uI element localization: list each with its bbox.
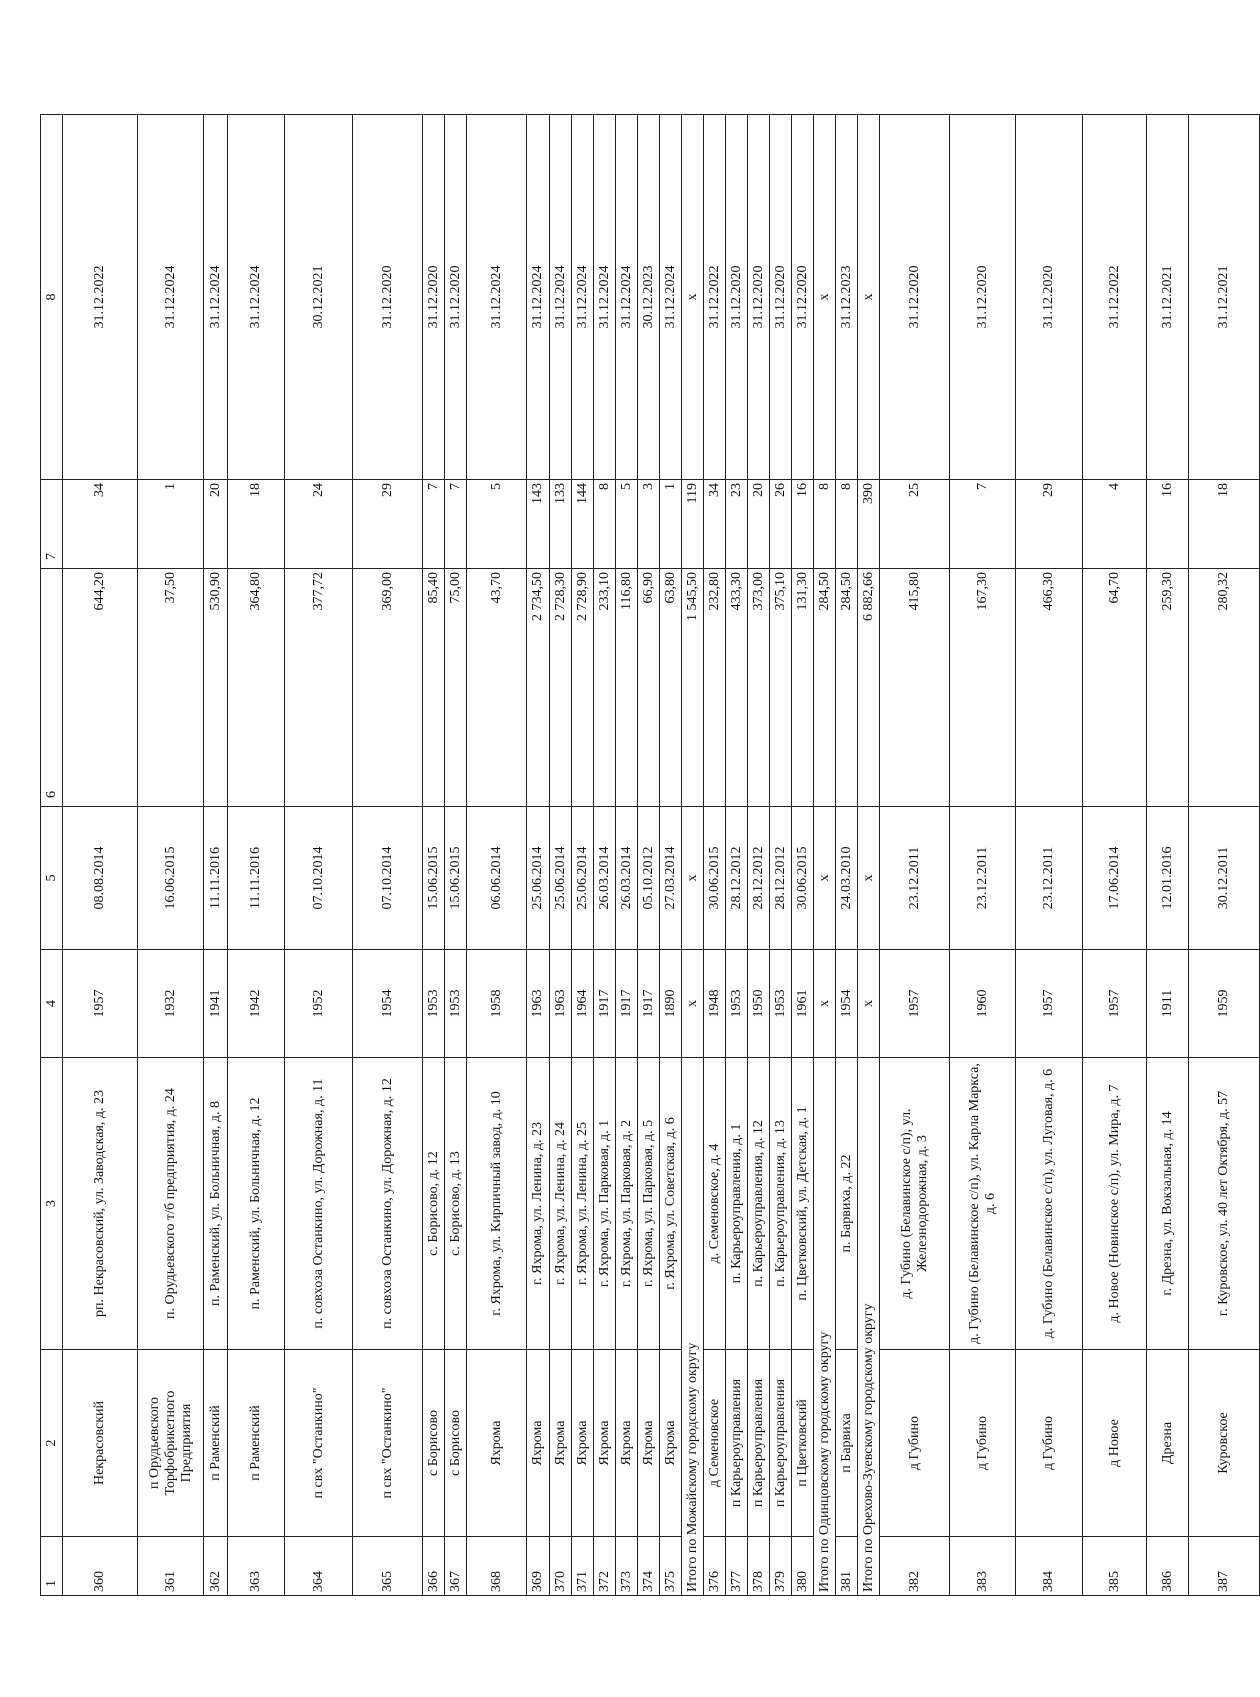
address-cell: д. Губино (Белавинское с/п), ул. Карла Маркса, д. 6: [950, 1058, 1016, 1350]
address-cell: г. Яхрома, ул. Кирпичный завод, д. 10: [467, 1058, 527, 1350]
residents-cell: 119: [682, 480, 704, 569]
planned-date-cell: 31.12.2024: [467, 115, 527, 480]
residents-cell: 20: [748, 480, 770, 569]
row-number-cell: 382: [880, 1537, 950, 1596]
address-cell: г. Яхрома, ул. Парковая, д. 5: [638, 1058, 660, 1350]
row-number-cell: 387: [1189, 1537, 1260, 1596]
year-built-cell: 1932: [138, 950, 204, 1058]
settlement-name-cell: Яхрома: [572, 1350, 594, 1537]
recognition-date-cell: 28.12.2012: [726, 807, 748, 950]
column-number: 6: [41, 569, 63, 807]
subtotal-label: Итого по Орехово-Зуевскому городскому округу: [858, 1058, 880, 1596]
planned-date-cell: 31.12.2024: [594, 115, 616, 480]
address-cell: г. Куровское, ул. 40 лет Октября, д. 57: [1189, 1058, 1260, 1350]
table-row: [950, 115, 1016, 1596]
year-built-cell: 1963: [550, 950, 572, 1058]
planned-date-cell: 31.12.2024: [228, 115, 285, 480]
year-built-cell: х: [814, 950, 836, 1058]
residents-cell: 16: [792, 480, 814, 569]
area-cell: 66,90: [638, 569, 660, 807]
recognition-date-cell: х: [682, 807, 704, 950]
planned-date-cell: 30.12.2023: [638, 115, 660, 480]
area-cell: 37,50: [138, 569, 204, 807]
subtotal-label: Итого по Можайскому городскому округу: [682, 1058, 704, 1596]
residents-cell: 26: [770, 480, 792, 569]
settlement-name-cell: д Семеновское: [704, 1350, 726, 1537]
row-number-cell: 385: [1083, 1537, 1147, 1596]
table-row: [770, 115, 792, 1596]
row-number-cell: 366: [423, 1537, 445, 1596]
table-row: [1016, 115, 1083, 1596]
recognition-date-cell: 26.03.2014: [594, 807, 616, 950]
table-row: [572, 115, 594, 1596]
area-cell: 167,30: [950, 569, 1016, 807]
area-cell: 64,70: [1083, 569, 1147, 807]
row-number-cell: 375: [660, 1537, 682, 1596]
residents-cell: 5: [467, 480, 527, 569]
planned-date-cell: 31.12.2024: [572, 115, 594, 480]
residents-cell: 18: [228, 480, 285, 569]
row-number-cell: 367: [445, 1537, 467, 1596]
settlement-name-cell: Некрасовский: [63, 1350, 138, 1537]
year-built-cell: 1890: [660, 950, 682, 1058]
recognition-date-cell: 08.08.2014: [63, 807, 138, 950]
area-cell: 530,90: [204, 569, 228, 807]
table-row: [792, 115, 814, 1596]
recognition-date-cell: 15.06.2015: [445, 807, 467, 950]
rotated-page: [40, 115, 1231, 1596]
settlement-name-cell: п Раменский: [228, 1350, 285, 1537]
recognition-date-cell: 27.03.2014: [660, 807, 682, 950]
column-number: 2: [41, 1350, 63, 1537]
table-row: [616, 115, 638, 1596]
recognition-date-cell: 15.06.2015: [423, 807, 445, 950]
address-cell: г. Яхрома, ул. Ленина, д. 24: [550, 1058, 572, 1350]
recognition-date-cell: 25.06.2014: [527, 807, 550, 950]
row-number-cell: 381: [836, 1537, 858, 1596]
planned-date-cell: 31.12.2020: [1016, 115, 1083, 480]
settlement-name-cell: с Борисово: [445, 1350, 467, 1537]
recognition-date-cell: 17.06.2014: [1083, 807, 1147, 950]
year-built-cell: 1957: [63, 950, 138, 1058]
recognition-date-cell: 25.06.2014: [572, 807, 594, 950]
settlement-name-cell: д Губино: [880, 1350, 950, 1537]
row-number-cell: 384: [1016, 1537, 1083, 1596]
area-cell: 284,50: [814, 569, 836, 807]
address-cell: г. Дрезна, ул. Вокзальная, д. 14: [1147, 1058, 1189, 1350]
settlement-name-cell: д Губино: [950, 1350, 1016, 1537]
area-cell: 233,10: [594, 569, 616, 807]
row-number-cell: 379: [770, 1537, 792, 1596]
planned-date-cell: 31.12.2022: [63, 115, 138, 480]
table-body: [41, 115, 1260, 1596]
settlement-name-cell: д Губино: [1016, 1350, 1083, 1537]
recognition-date-cell: 24.03.2010: [836, 807, 858, 950]
address-cell: п. Орудьевского т/б предприятия, д. 24: [138, 1058, 204, 1350]
settlement-name-cell: Яхрома: [467, 1350, 527, 1537]
year-built-cell: 1960: [950, 950, 1016, 1058]
recognition-date-cell: х: [814, 807, 836, 950]
area-cell: 644,20: [63, 569, 138, 807]
residents-cell: 7: [950, 480, 1016, 569]
settlement-name-cell: Яхрома: [616, 1350, 638, 1537]
settlement-name-cell: Куровское: [1189, 1350, 1260, 1537]
row-number-cell: 362: [204, 1537, 228, 1596]
planned-date-cell: 31.12.2020: [950, 115, 1016, 480]
address-cell: п. совхоза Останкино, ул. Дорожная, д. 12: [353, 1058, 423, 1350]
recognition-date-cell: 28.12.2012: [770, 807, 792, 950]
table-row: [638, 115, 660, 1596]
planned-date-cell: 31.12.2020: [748, 115, 770, 480]
address-cell: д. Губино (Белавинское с/п), ул. Железнодорожная, д. 3: [880, 1058, 950, 1350]
planned-date-cell: 31.12.2020: [880, 115, 950, 480]
area-cell: 369,00: [353, 569, 423, 807]
area-cell: 85,40: [423, 569, 445, 807]
recognition-date-cell: 23.12.2011: [950, 807, 1016, 950]
row-number-cell: 378: [748, 1537, 770, 1596]
planned-date-cell: 31.12.2024: [204, 115, 228, 480]
recognition-date-cell: 30.06.2015: [792, 807, 814, 950]
address-cell: п. Барвиха, д. 22: [836, 1058, 858, 1350]
recognition-date-cell: 05.10.2012: [638, 807, 660, 950]
row-number-cell: 377: [726, 1537, 748, 1596]
table-row: [594, 115, 616, 1596]
residents-cell: 7: [423, 480, 445, 569]
recognition-date-cell: 07.10.2014: [353, 807, 423, 950]
row-number-cell: 373: [616, 1537, 638, 1596]
address-cell: г. Яхрома, ул. Парковая, д. 2: [616, 1058, 638, 1350]
planned-date-cell: 31.12.2024: [138, 115, 204, 480]
row-number-cell: 374: [638, 1537, 660, 1596]
residents-cell: 8: [836, 480, 858, 569]
address-cell: г. Яхрома, ул. Ленина, д. 23: [527, 1058, 550, 1350]
year-built-cell: 1950: [748, 950, 770, 1058]
address-cell: с. Борисово, д. 12: [423, 1058, 445, 1350]
row-number-cell: 370: [550, 1537, 572, 1596]
row-number-cell: 386: [1147, 1537, 1189, 1596]
year-built-cell: 1958: [467, 950, 527, 1058]
table-row: [285, 115, 353, 1596]
settlement-name-cell: п Карьероуправления: [726, 1350, 748, 1537]
row-number-cell: 372: [594, 1537, 616, 1596]
row-number-cell: 360: [63, 1537, 138, 1596]
table-row: [550, 115, 572, 1596]
column-number: 8: [41, 115, 63, 480]
residents-cell: 143: [527, 480, 550, 569]
column-number: 4: [41, 950, 63, 1058]
settlement-name-cell: д Новое: [1083, 1350, 1147, 1537]
column-number: 3: [41, 1058, 63, 1350]
column-number: 7: [41, 480, 63, 569]
recognition-date-cell: 28.12.2012: [748, 807, 770, 950]
recognition-date-cell: 12.01.2016: [1147, 807, 1189, 950]
area-cell: 415,80: [880, 569, 950, 807]
year-built-cell: 1942: [228, 950, 285, 1058]
address-cell: п. Цветковский, ул. Детская, д. 1: [792, 1058, 814, 1350]
area-cell: 1 545,50: [682, 569, 704, 807]
year-built-cell: 1948: [704, 950, 726, 1058]
area-cell: 364,80: [228, 569, 285, 807]
year-built-cell: 1961: [792, 950, 814, 1058]
planned-date-cell: х: [814, 115, 836, 480]
area-cell: 232,80: [704, 569, 726, 807]
row-number-cell: 364: [285, 1537, 353, 1596]
planned-date-cell: 31.12.2020: [770, 115, 792, 480]
planned-date-cell: 31.12.2023: [836, 115, 858, 480]
residents-cell: 23: [726, 480, 748, 569]
area-cell: 2 728,30: [550, 569, 572, 807]
planned-date-cell: х: [858, 115, 880, 480]
year-built-cell: 1953: [726, 950, 748, 1058]
table-row: [1147, 115, 1189, 1596]
residents-cell: 144: [572, 480, 594, 569]
row-number-cell: 380: [792, 1537, 814, 1596]
table-row: [1083, 115, 1147, 1596]
row-number-cell: 365: [353, 1537, 423, 1596]
area-cell: 259,30: [1147, 569, 1189, 807]
area-cell: 284,50: [836, 569, 858, 807]
recognition-date-cell: 23.12.2011: [880, 807, 950, 950]
residents-cell: 20: [204, 480, 228, 569]
table-row: [748, 115, 770, 1596]
area-cell: 466,30: [1016, 569, 1083, 807]
table-row: [467, 115, 527, 1596]
address-cell: с. Борисово, д. 13: [445, 1058, 467, 1350]
area-cell: 377,72: [285, 569, 353, 807]
recognition-date-cell: 11.11.2016: [204, 807, 228, 950]
settlement-name-cell: п Карьероуправления: [770, 1350, 792, 1537]
address-cell: д. Семеновское, д. 4: [704, 1058, 726, 1350]
recognition-date-cell: 23.12.2011: [1016, 807, 1083, 950]
year-built-cell: 1953: [423, 950, 445, 1058]
row-number-cell: 368: [467, 1537, 527, 1596]
planned-date-cell: 31.12.2021: [1147, 115, 1189, 480]
residents-cell: 24: [285, 480, 353, 569]
table-row: [228, 115, 285, 1596]
year-built-cell: 1953: [770, 950, 792, 1058]
settlement-name-cell: Яхрома: [594, 1350, 616, 1537]
planned-date-cell: 31.12.2024: [660, 115, 682, 480]
area-cell: 433,30: [726, 569, 748, 807]
area-cell: 373,00: [748, 569, 770, 807]
table-row: [880, 115, 950, 1596]
settlement-name-cell: Яхрома: [527, 1350, 550, 1537]
row-number-cell: 363: [228, 1537, 285, 1596]
row-number-cell: 369: [527, 1537, 550, 1596]
area-cell: 63,80: [660, 569, 682, 807]
table-row: [423, 115, 445, 1596]
residents-cell: 8: [594, 480, 616, 569]
residents-cell: 3: [638, 480, 660, 569]
table-row: [353, 115, 423, 1596]
residents-cell: 16: [1147, 480, 1189, 569]
area-cell: 131,30: [792, 569, 814, 807]
area-cell: 116,80: [616, 569, 638, 807]
residents-cell: 34: [704, 480, 726, 569]
year-built-cell: 1954: [836, 950, 858, 1058]
residents-cell: 1: [660, 480, 682, 569]
planned-date-cell: 31.12.2020: [726, 115, 748, 480]
table-row: [63, 115, 138, 1596]
address-cell: п. Карьероуправления, д. 13: [770, 1058, 792, 1350]
residents-cell: 7: [445, 480, 467, 569]
row-number-cell: 376: [704, 1537, 726, 1596]
settlement-name-cell: п свх "Останкино": [353, 1350, 423, 1537]
area-cell: 280,32: [1189, 569, 1260, 807]
planned-date-cell: 31.12.2024: [527, 115, 550, 480]
address-cell: п. Раменский, ул. Больничная, д. 12: [228, 1058, 285, 1350]
area-cell: 2 728,90: [572, 569, 594, 807]
settlement-name-cell: Дрезна: [1147, 1350, 1189, 1537]
address-cell: г. Яхрома, ул. Парковая, д. 1: [594, 1058, 616, 1350]
year-built-cell: 1911: [1147, 950, 1189, 1058]
settlement-name-cell: Яхрома: [550, 1350, 572, 1537]
column-number-row: [41, 115, 63, 1596]
year-built-cell: 1963: [527, 950, 550, 1058]
address-cell: п. Раменский, ул. Больничная, д. 8: [204, 1058, 228, 1350]
column-number: 1: [41, 1537, 63, 1596]
row-number-cell: 361: [138, 1537, 204, 1596]
year-built-cell: 1941: [204, 950, 228, 1058]
subtotal-label: Итого по Одинцовскому городскому округу: [814, 1058, 836, 1596]
area-cell: 375,10: [770, 569, 792, 807]
subtotal-row: [682, 115, 704, 1596]
year-built-cell: 1954: [353, 950, 423, 1058]
planned-date-cell: 30.12.2021: [285, 115, 353, 480]
year-built-cell: 1952: [285, 950, 353, 1058]
year-built-cell: 1957: [880, 950, 950, 1058]
table-row: [138, 115, 204, 1596]
recognition-date-cell: 30.06.2015: [704, 807, 726, 950]
planned-date-cell: 31.12.2020: [423, 115, 445, 480]
residents-cell: 25: [880, 480, 950, 569]
table-row: [704, 115, 726, 1596]
planned-date-cell: х: [682, 115, 704, 480]
recognition-date-cell: 07.10.2014: [285, 807, 353, 950]
settlement-name-cell: с Борисово: [423, 1350, 445, 1537]
column-number: 5: [41, 807, 63, 950]
table-row: [660, 115, 682, 1596]
planned-date-cell: 31.12.2020: [445, 115, 467, 480]
residents-cell: 29: [353, 480, 423, 569]
planned-date-cell: 31.12.2022: [1083, 115, 1147, 480]
subtotal-row: [858, 115, 880, 1596]
year-built-cell: 1957: [1016, 950, 1083, 1058]
area-cell: 2 734,50: [527, 569, 550, 807]
planned-date-cell: 31.12.2022: [704, 115, 726, 480]
table-row: [204, 115, 228, 1596]
settlement-name-cell: п свх "Останкино": [285, 1350, 353, 1537]
residents-cell: 29: [1016, 480, 1083, 569]
address-cell: рп. Некрасовский, ул. Заводская, д. 23: [63, 1058, 138, 1350]
year-built-cell: х: [682, 950, 704, 1058]
residents-cell: 34: [63, 480, 138, 569]
year-built-cell: 1917: [616, 950, 638, 1058]
year-built-cell: 1959: [1189, 950, 1260, 1058]
settlement-name-cell: п Раменский: [204, 1350, 228, 1537]
housing-register-table: [40, 114, 1260, 1596]
residents-cell: 8: [814, 480, 836, 569]
subtotal-row: [814, 115, 836, 1596]
year-built-cell: 1964: [572, 950, 594, 1058]
address-cell: п. совхоза Останкино, ул. Дорожная, д. 11: [285, 1058, 353, 1350]
address-cell: п. Карьероуправления, д. 1: [726, 1058, 748, 1350]
settlement-name-cell: п Орудьевского Торфобрикетного Предприятия: [138, 1350, 204, 1537]
row-number-cell: 371: [572, 1537, 594, 1596]
year-built-cell: 1917: [594, 950, 616, 1058]
recognition-date-cell: х: [858, 807, 880, 950]
area-cell: 43,70: [467, 569, 527, 807]
settlement-name-cell: п Барвиха: [836, 1350, 858, 1537]
table-row: [726, 115, 748, 1596]
address-cell: г. Яхрома, ул. Советская, д. 6: [660, 1058, 682, 1350]
table-row: [836, 115, 858, 1596]
planned-date-cell: 31.12.2020: [792, 115, 814, 480]
planned-date-cell: 31.12.2024: [550, 115, 572, 480]
recognition-date-cell: 16.06.2015: [138, 807, 204, 950]
residents-cell: 390: [858, 480, 880, 569]
recognition-date-cell: 30.12.2011: [1189, 807, 1260, 950]
year-built-cell: 1957: [1083, 950, 1147, 1058]
table-row: [445, 115, 467, 1596]
settlement-name-cell: п Карьероуправления: [748, 1350, 770, 1537]
recognition-date-cell: 25.06.2014: [550, 807, 572, 950]
settlement-name-cell: Яхрома: [660, 1350, 682, 1537]
residents-cell: 1: [138, 480, 204, 569]
residents-cell: 5: [616, 480, 638, 569]
residents-cell: 4: [1083, 480, 1147, 569]
planned-date-cell: 31.12.2024: [616, 115, 638, 480]
address-cell: п. Карьероуправления, д. 12: [748, 1058, 770, 1350]
planned-date-cell: 31.12.2020: [353, 115, 423, 480]
address-cell: г. Яхрома, ул. Ленина, д. 25: [572, 1058, 594, 1350]
year-built-cell: х: [858, 950, 880, 1058]
planned-date-cell: 31.12.2021: [1189, 115, 1260, 480]
recognition-date-cell: 06.06.2014: [467, 807, 527, 950]
settlement-name-cell: п Цветковский: [792, 1350, 814, 1537]
area-cell: 6 882,66: [858, 569, 880, 807]
residents-cell: 18: [1189, 480, 1260, 569]
residents-cell: 133: [550, 480, 572, 569]
recognition-date-cell: 11.11.2016: [228, 807, 285, 950]
year-built-cell: 1917: [638, 950, 660, 1058]
table-row: [527, 115, 550, 1596]
address-cell: д. Новое (Новинское с/п), ул. Мира, д. 7: [1083, 1058, 1147, 1350]
table-row: [1189, 115, 1260, 1596]
row-number-cell: 383: [950, 1537, 1016, 1596]
area-cell: 75,00: [445, 569, 467, 807]
address-cell: д. Губино (Белавинское с/п), ул. Луговая, д. 6: [1016, 1058, 1083, 1350]
year-built-cell: 1953: [445, 950, 467, 1058]
settlement-name-cell: Яхрома: [638, 1350, 660, 1537]
recognition-date-cell: 26.03.2014: [616, 807, 638, 950]
